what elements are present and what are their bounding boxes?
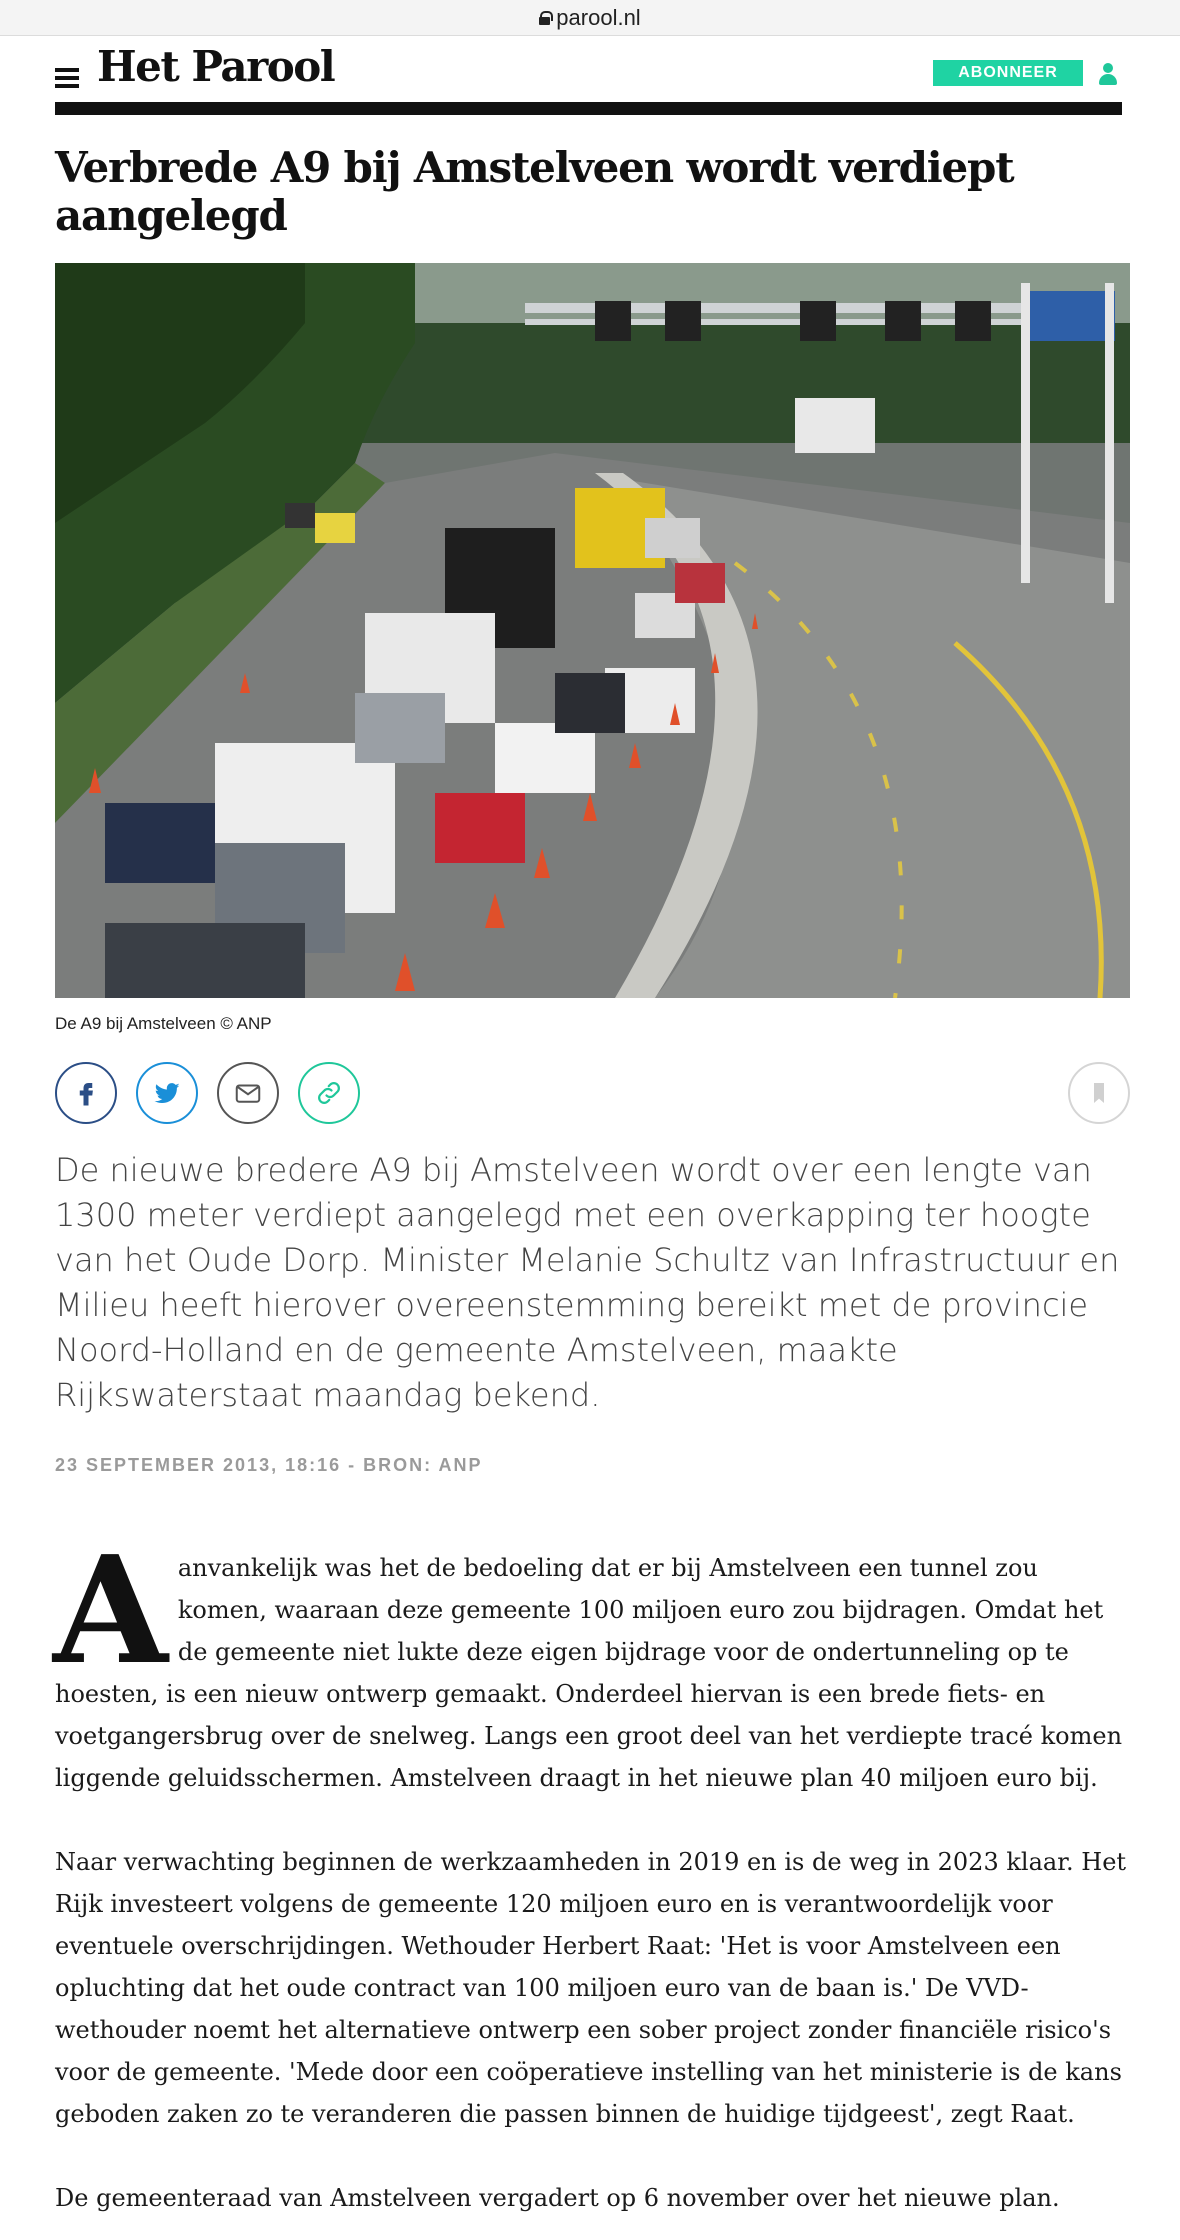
- article-dateline: 23 SEPTEMBER 2013, 18:16 - BRON: ANP: [55, 1455, 483, 1475]
- header-divider: [55, 102, 1122, 115]
- link-icon: [314, 1078, 344, 1108]
- twitter-icon: [152, 1078, 182, 1108]
- user-icon[interactable]: [1097, 63, 1119, 87]
- url-domain: parool.nl: [556, 4, 641, 30]
- article-intro: De nieuwe bredere A9 bij Amstelveen wordt over een lengte van 1300 meter verdiept aangelegd met een overkapping ter hoogte van het Oude Dorp. Minister Melanie Schultz van Infrastructuur en Milieu heeft hierover overeenstemming bereikt met de provincie Noord-Holland en de gemeente Amstelveen, maakte Rijkswaterstaat maandag bekend.: [55, 1151, 1120, 1414]
- lock-icon: [539, 11, 550, 25]
- article-headline: Verbrede A9 bij Amstelveen wordt verdiept aangelegd: [55, 143, 1014, 240]
- image-caption: De A9 bij Amstelveen © ANP: [55, 1014, 272, 1033]
- paragraph-1-text: anvankelijk was het de bedoeling dat er bij Amstelveen een tunnel zou komen, waaraan deze gemeente 100 miljoen euro zou bijdragen. Omdat het de gemeente niet lukte deze eigen bijdrage voor de ondertunneling op te hoesten, is een nieuw ontwerp gemaakt. Onderdeel hiervan is een brede fiets- en voetgangersbrug over de snelweg. Langs een groot deel van het verdiepte tracé komen liggende geluidsschermen. Amstelveen draagt in het nieuwe plan 40 miljoen euro bij.: [55, 1554, 1123, 1792]
- menu-icon[interactable]: [55, 68, 79, 88]
- bookmark-button[interactable]: [1068, 1062, 1130, 1124]
- site-logo[interactable]: Het Parool: [97, 42, 335, 91]
- drop-cap: A: [53, 1523, 168, 1697]
- mail-icon: [233, 1078, 263, 1108]
- subscribe-button[interactable]: ABONNEER: [933, 60, 1083, 86]
- browser-url-bar[interactable]: [0, 0, 1180, 36]
- paragraph-1: [53, 1523, 1130, 1799]
- paragraph-3: De gemeenteraad van Amstelveen vergadert op 6 november over het nieuwe plan.: [55, 2184, 1060, 2212]
- article-image: [55, 263, 1130, 998]
- facebook-icon: [71, 1078, 101, 1108]
- twitter-share-button[interactable]: [136, 1062, 198, 1124]
- bookmark-icon: [1084, 1078, 1114, 1108]
- paragraph-2: Naar verwachting beginnen de werkzaamheden in 2019 en is de weg in 2023 klaar. Het Rijk investeert volgens de gemeente 120 miljoen euro en is verantwoordelijk voor eventuele overschrijdingen. Wethouder Herbert Raat: 'Het is voor Amstelveen een opluchting dat het oude contract van 100 miljoen euro van de baan is.' De VVD-wethouder noemt het alternatieve ontwerp een sober project zonder financiële risico's voor de gemeente. 'Mede door een coöperatieve instelling van het ministerie is de kans geboden zaken zo te veranderen die passen binnen de huidige tijdgeest', zegt Raat.: [55, 1848, 1127, 2128]
- copy-link-button[interactable]: [298, 1062, 360, 1124]
- facebook-share-button[interactable]: [55, 1062, 117, 1124]
- article-body: [53, 1523, 1130, 2240]
- email-share-button[interactable]: [217, 1062, 279, 1124]
